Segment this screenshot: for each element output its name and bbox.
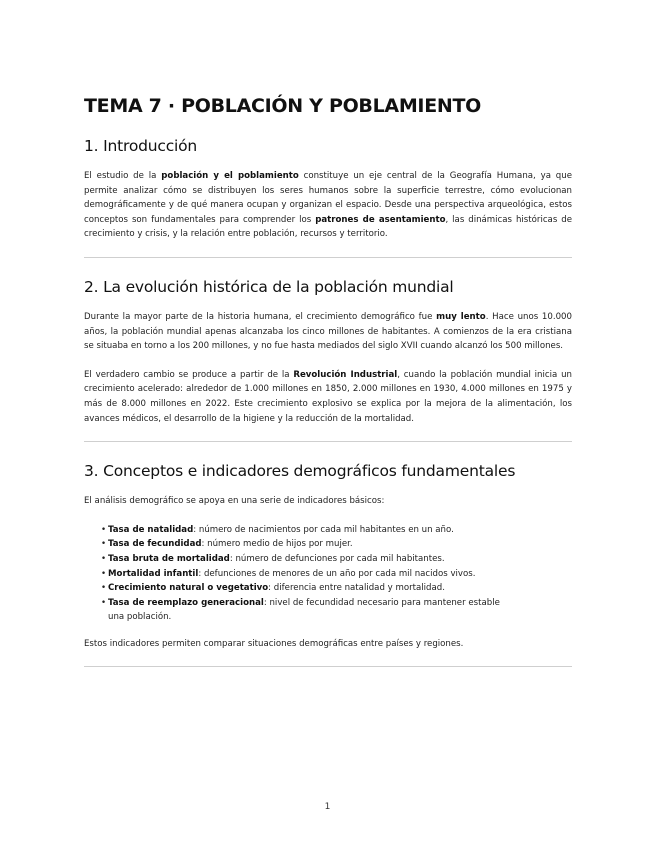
section-indicadores: [84, 462, 572, 651]
section-paragraph: [84, 368, 572, 426]
text-run: Durante la mayor parte de la historia humana, el crecimiento demográfico fue: [84, 311, 437, 322]
text-run: El verdadero cambio se produce a partir de la: [84, 369, 294, 380]
text-run: , cuando la población mundial inicia un crecimiento acelerado: alrededor de 1.000 millones en 1850, 2.000 millones en 1930, 4.000 millones en 1975 y más de 8.000 millones en 2022. Este crecimiento explosivo se explica por la mejora de la alimentación, los avances médicos, el desarrollo de la higiene y la reducción de la mortalidad.: [84, 369, 572, 424]
indicator-term: Tasa de natalidad: [108, 524, 194, 535]
indicator-description: : número medio de hijos por mujer.: [201, 539, 353, 550]
text-run: , las dinámicas históricas de crecimiento y crisis, y la relación entre población, recursos y territorio.: [84, 214, 572, 240]
list-item: [108, 537, 572, 552]
section-heading: 1. Introducción: [84, 137, 198, 155]
indicator-description: : defunciones de menores de un año por cada mil nacidos vivos.: [198, 568, 476, 579]
list-item: [108, 581, 572, 596]
bold-text: Revolución Industrial: [293, 369, 398, 380]
section-divider: [84, 666, 572, 667]
bold-text: patrones de asentamiento: [315, 214, 446, 225]
bold-text: muy lento: [436, 311, 486, 322]
section-introduccion: [84, 137, 572, 242]
page-number: 1: [324, 802, 331, 812]
list-item: [108, 552, 572, 567]
indicator-description: : número de defunciones por cada mil habitantes.: [229, 553, 445, 564]
list-item: [108, 523, 572, 538]
document-page: [84, 95, 572, 687]
indicator-list: [84, 523, 572, 625]
section-heading: 2. La evolución histórica de la población mundial: [84, 277, 454, 296]
section-paragraph: [84, 169, 572, 242]
section-heading: 3. Conceptos e indicadores demográficos fundamentales: [84, 462, 516, 481]
indicator-description: : número de nacimientos por cada mil habitantes en un año.: [193, 524, 454, 535]
section-paragraph: [84, 310, 572, 354]
indicator-term: Tasa de fecundidad: [108, 539, 202, 550]
indicator-term: Mortalidad infantil: [108, 568, 199, 579]
section-divider: [84, 441, 572, 442]
text-run: constituye un eje central de la Geografía Humana, ya que permite analizar cómo se distribuyen los seres humanos sobre la superficie terrestre, cómo evolucionan demográficamente y de qué manera ocupan y organizan el espacio. Desde una perspectiva arqueológica, estos conceptos son fundamentales para comprender los: [84, 171, 572, 225]
text-run: El estudio de la: [84, 171, 162, 181]
indicator-term: Crecimiento natural o vegetativo: [108, 583, 269, 594]
document-title: TEMA 7 · POBLACIÓN Y POBLAMIENTO: [84, 95, 481, 117]
section-divider: [84, 257, 572, 258]
indicator-description: : diferencia entre natalidad y mortalidad.: [268, 583, 445, 594]
bold-text: población y el poblamiento: [161, 171, 299, 181]
section-paragraph: El análisis demográfico se apoya en una serie de indicadores básicos:: [84, 496, 385, 507]
section-paragraph: Estos indicadores permiten comparar situaciones demográficas entre países y regiones.: [84, 638, 464, 649]
indicator-term: Tasa bruta de mortalidad: [108, 553, 230, 564]
indicator-description: : nivel de fecundidad necesario para mantener estable una población.: [108, 597, 500, 623]
list-item: [108, 567, 572, 582]
indicator-term: Tasa de reemplazo generacional: [108, 597, 264, 608]
section-evolucion: [84, 278, 572, 426]
text-run: . Hace unos 10.000 años, la población mundial apenas alcanzaba los cinco millones de habitantes. A comienzos de la era cristiana se situaba en torno a los 200 millones, y no fue hasta mediados del siglo XVII cuando alcanzó los 500 millones.: [84, 311, 572, 352]
list-item: [108, 596, 572, 625]
